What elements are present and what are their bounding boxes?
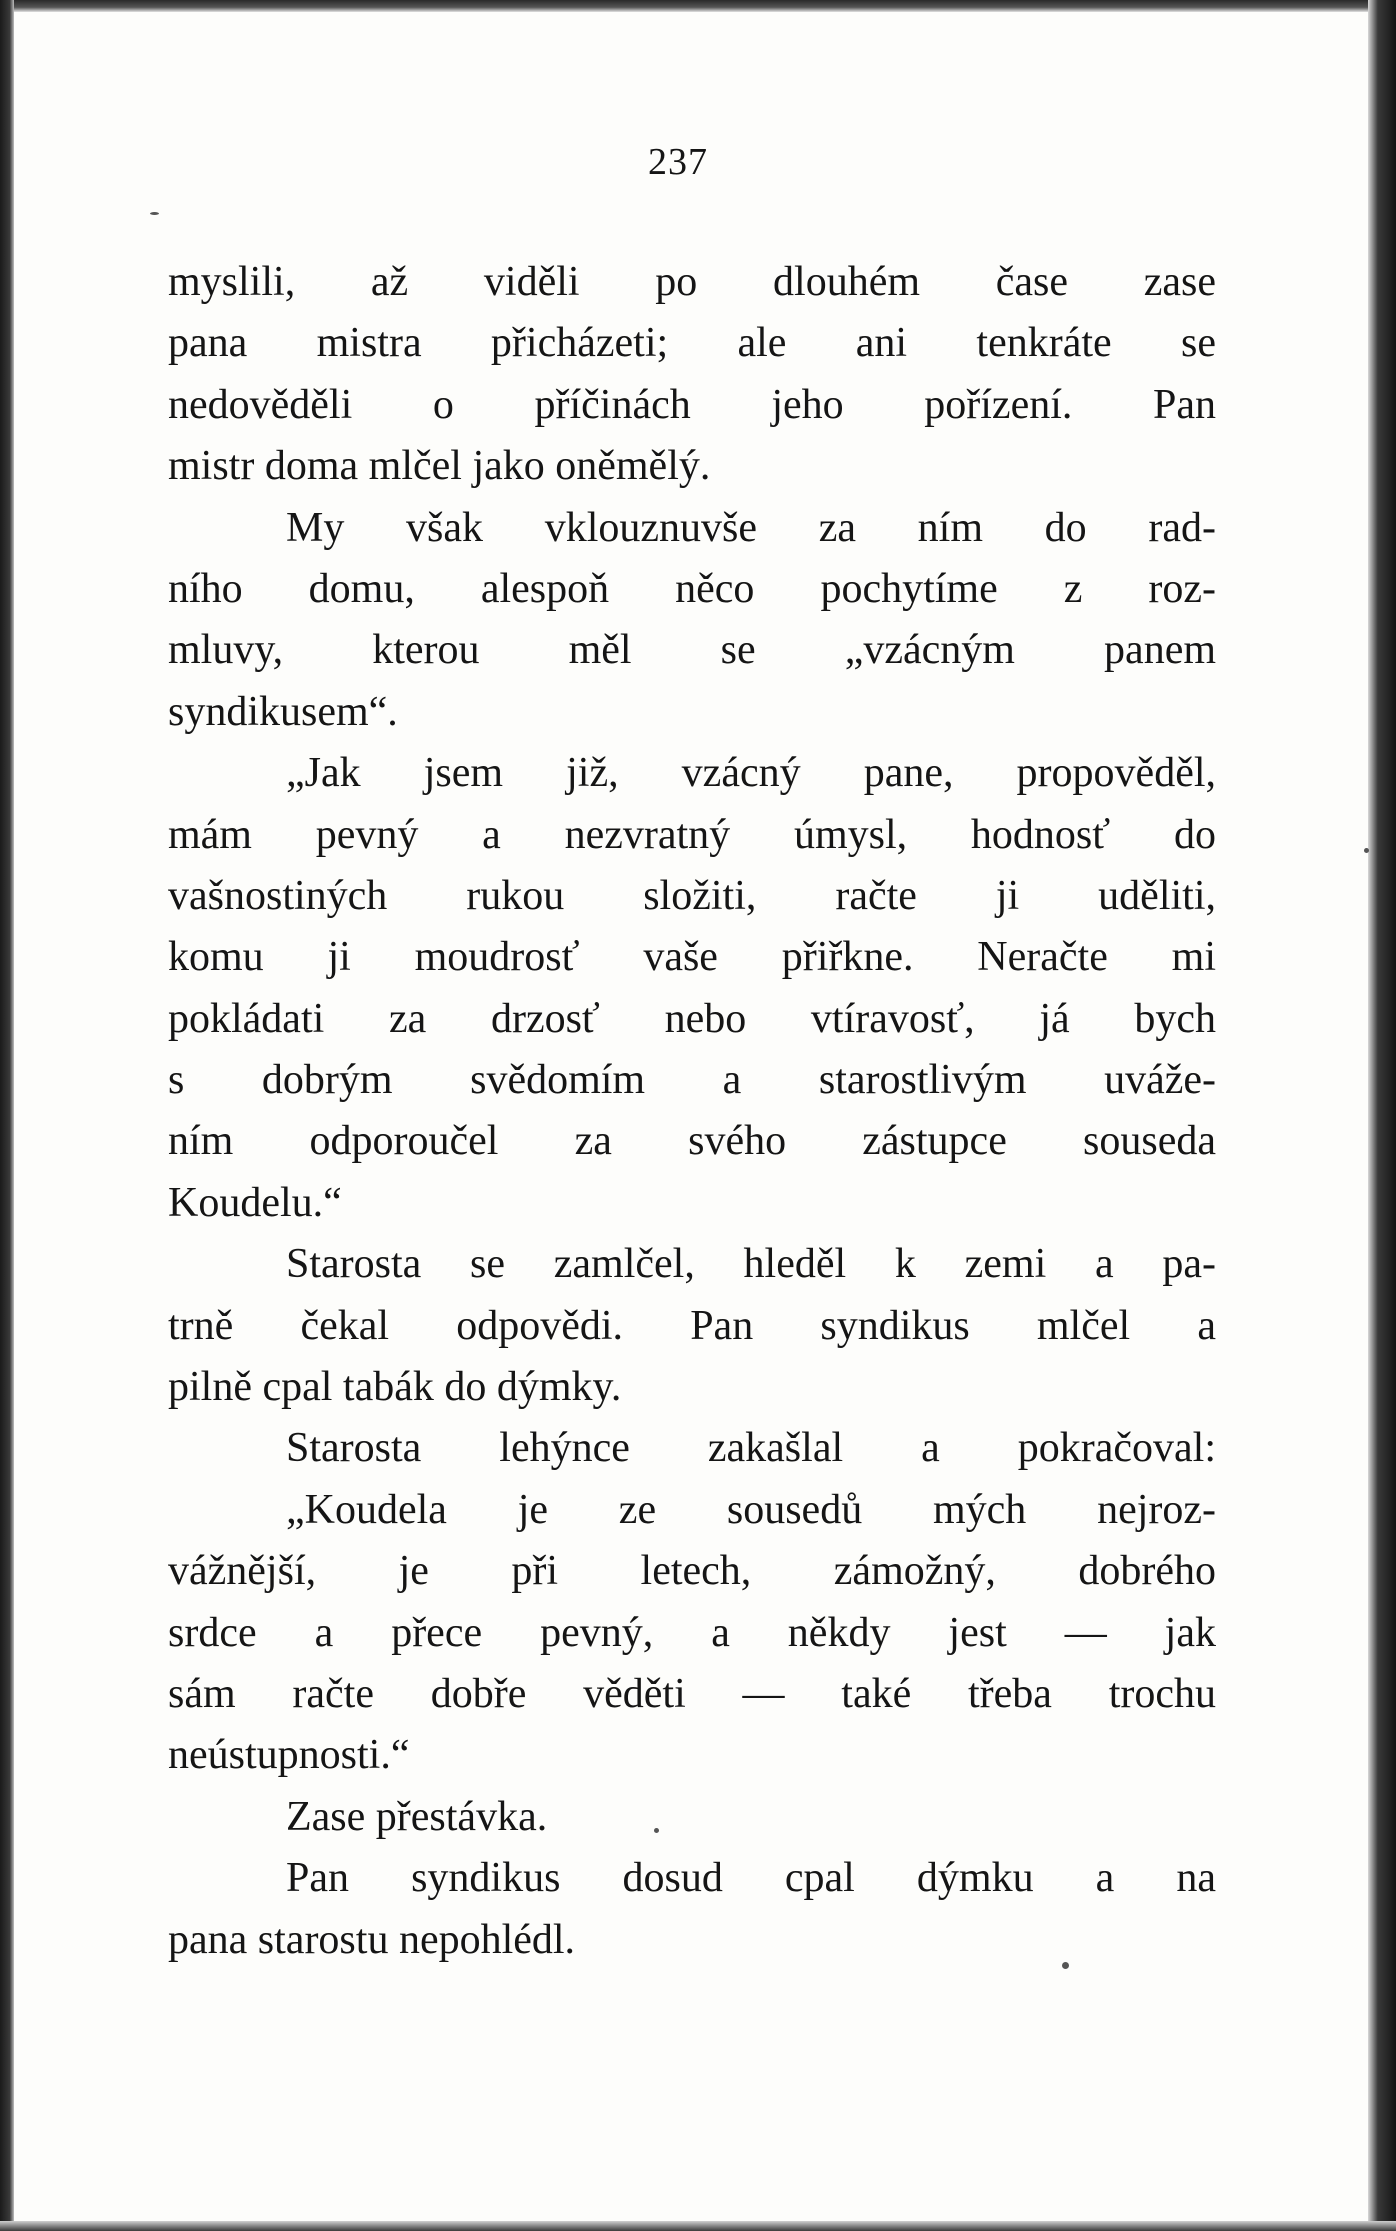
body-text [168, 252, 1216, 1971]
scan-speck [150, 212, 159, 215]
scan-border-right [1368, 0, 1396, 2231]
text-line: srdce a přece pevný, a někdy jest — jak [168, 1609, 1216, 1656]
text-line: vážnější, je při letech, zámožný, dobrého [168, 1548, 1216, 1595]
text-line: mistr doma mlčel jako oněmělý. [168, 443, 711, 490]
text-line: nedověděli o příčinách jeho pořízení. Pan [168, 381, 1216, 428]
text-line: Starosta se zamlčel, hleděl k zemi a pa- [286, 1241, 1216, 1288]
scan-border-bottom [0, 2221, 1396, 2231]
text-line: trně čekal odpovědi. Pan syndikus mlčel a [168, 1302, 1216, 1349]
text-line: pana mistra přicházeti; ale ani tenkráte se [168, 320, 1216, 367]
text-line: myslili, až viděli po dlouhém čase zase [168, 259, 1216, 305]
text-line: mluvy, kterou měl se „vzácným panem [168, 627, 1216, 674]
text-line: Starosta lehýnce zakašlal a pokračoval: [286, 1425, 1216, 1472]
scan-border-top [0, 0, 1396, 12]
text-line: Pan syndikus dosud cpal dýmku a na [286, 1855, 1216, 1902]
text-line: pana starostu nepohlédl. [168, 1916, 576, 1963]
text-line: Koudelu.“ [168, 1179, 342, 1226]
text-line: „Koudela je ze sousedů mých nejroz- [286, 1486, 1216, 1533]
text-line: Zase přestávka. [286, 1793, 548, 1840]
text-line: ním odporoučel za svého zástupce souseda [168, 1118, 1216, 1165]
text-line: komu ji moudrosť vaše přiřkne. Neračte mi [168, 934, 1216, 981]
text-line: mám pevný a nezvratný úmysl, hodnosť do [168, 811, 1216, 858]
text-line: vašnostiných rukou složiti, račte ji uděliti, [168, 872, 1216, 919]
text-line: „Jak jsem již, vzácný pane, propověděl, [286, 750, 1216, 797]
text-line: pokládati za drzosť nebo vtíravosť, já bych [168, 995, 1216, 1042]
text-line: sám račte dobře věděti — také třeba trochu [168, 1670, 1216, 1717]
text-line: pilně cpal tabák do dýmky. [168, 1364, 622, 1411]
scan-speck [654, 1828, 659, 1833]
text-line: s dobrým svědomím a starostlivým uváže- [168, 1057, 1216, 1104]
text-line: ního domu, alespoň něco pochytíme z roz- [168, 565, 1216, 612]
scan-speck [1062, 1962, 1069, 1969]
page-number: 237 [648, 141, 708, 183]
scan-speck [1364, 848, 1369, 853]
text-line: My však vklouznuvše za ním do rad- [286, 504, 1216, 551]
text-line: neústupnosti.“ [168, 1732, 410, 1779]
text-line: syndikusem“. [168, 688, 398, 735]
scan-border-left [0, 0, 14, 2231]
